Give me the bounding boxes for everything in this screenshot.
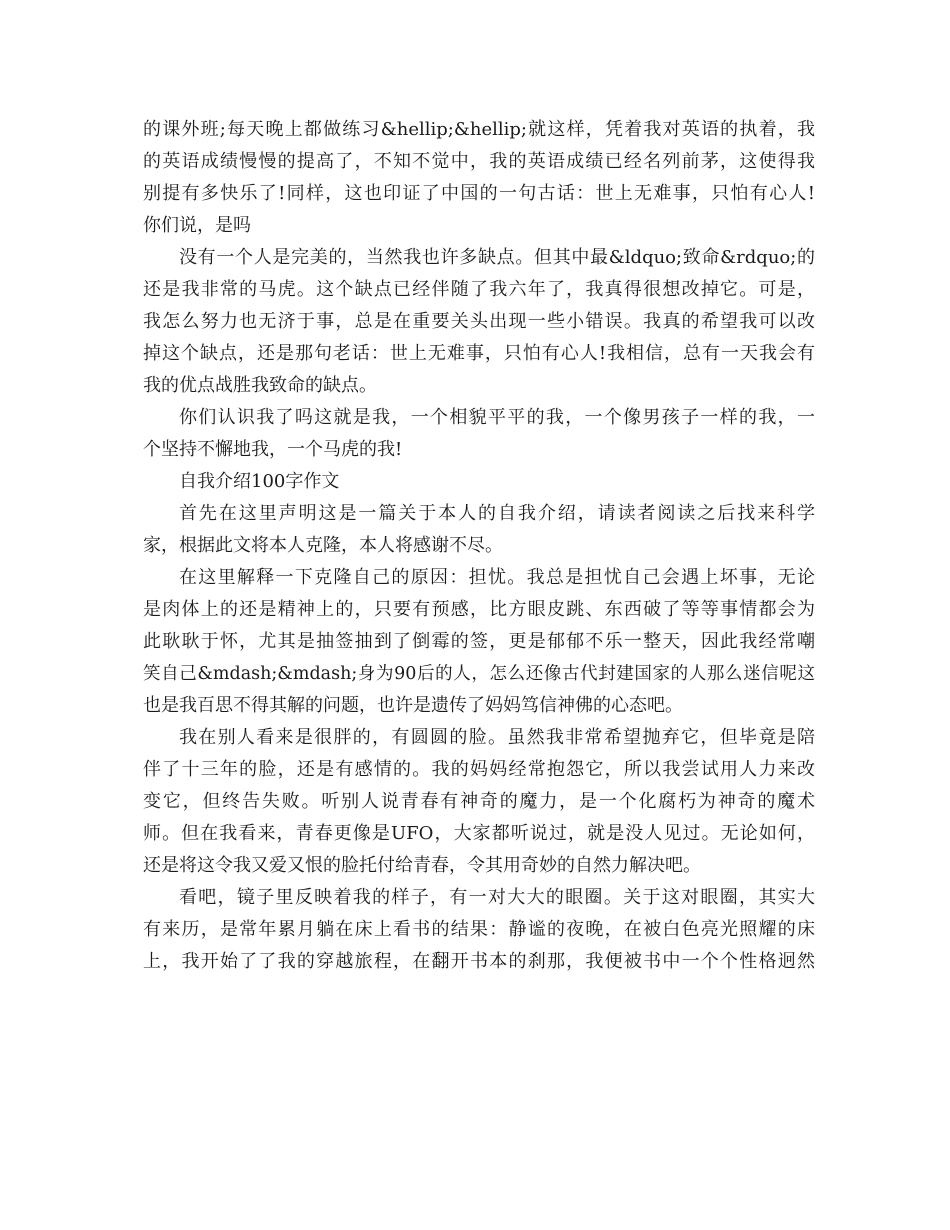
document-body <box>143 114 815 978</box>
text-line: 你们说，是吗 <box>143 215 251 236</box>
paragraph <box>143 882 815 978</box>
text-line: 个坚持不懈地我，一个马虎的我! <box>143 439 403 460</box>
text-line: 笑自己&mdash;&mdash;身为90后的人，怎么还像古代封建国家的人那么迷信呢这 <box>143 664 815 684</box>
text-line: 自我介绍100字作文 <box>179 471 340 492</box>
text-line: 我在别人看来是很胖的，有圆圆的脸。虽然我非常希望抛弃它，但毕竟是陪 <box>179 727 815 748</box>
paragraph <box>143 466 815 498</box>
text-line: 家，根据此文将本人克隆，本人将感谢不尽。 <box>143 535 503 556</box>
text-line: 别提有多快乐了!同样，这也印证了中国的一句古话：世上无难事，只怕有心人! <box>143 183 815 204</box>
text-line: 伴了十三年的脸，还是有感情的。我的妈妈经常抱怨它，所以我尝试用人力来改 <box>143 759 815 780</box>
text-line: 上，我开始了了我的穿越旅程，在翻开书本的刹那，我便被书中一个个性格迥然 <box>143 951 815 972</box>
text-line: 我的优点战胜我致命的缺点。 <box>143 375 377 396</box>
paragraph <box>143 114 815 242</box>
text-line: 师。但在我看来，青春更像是UFO，大家都听说过，就是没人见过。无论如何， <box>143 823 815 844</box>
text-line: 此耿耿于怀，尤其是抽签抽到了倒霉的签，更是郁郁不乐一整天，因此我经常嘲 <box>143 631 815 652</box>
text-line: 变它，但终告失败。听别人说青春有神奇的魔力，是一个化腐朽为神奇的魔术 <box>143 791 815 812</box>
paragraph <box>143 402 815 466</box>
paragraph <box>143 242 815 402</box>
text-line: 你们认识我了吗这就是我，一个相貌平平的我，一个像男孩子一样的我，一 <box>179 407 815 428</box>
text-line: 看吧，镜子里反映着我的样子，有一对大大的眼圈。关于这对眼圈，其实大 <box>179 887 815 908</box>
text-line: 我怎么努力也无济于事，总是在重要关头出现一些小错误。我真的希望我可以改 <box>143 311 815 332</box>
text-line: 掉这个缺点，还是那句老话：世上无难事，只怕有心人!我相信，总有一天我会有 <box>143 343 815 364</box>
text-line: 首先在这里声明这是一篇关于本人的自我介绍，请读者阅读之后找来科学 <box>179 503 815 524</box>
text-line: 还是将这令我又爱又恨的脸托付给青春，令其用奇妙的自然力解决吧。 <box>143 855 701 876</box>
text-line: 是肉体上的还是精神上的，只要有预感，比方眼皮跳、东西破了等等事情都会为 <box>143 599 815 620</box>
text-line: 在这里解释一下克隆自己的原因：担忧。我总是担忧自己会遇上坏事，无论 <box>179 567 815 588</box>
text-line: 也是我百思不得其解的问题，也许是遗传了妈妈笃信神佛的心态吧。 <box>143 695 683 716</box>
text-line: 有来历，是常年累月躺在床上看书的结果：静谧的夜晚，在被白色亮光照耀的床 <box>143 919 815 940</box>
text-line: 没有一个人是完美的，当然我也许多缺点。但其中最&ldquo;致命&rdquo;的 <box>179 247 815 268</box>
paragraph <box>143 562 815 722</box>
paragraph <box>143 498 815 562</box>
paragraph <box>143 722 815 882</box>
text-line: 的英语成绩慢慢的提高了，不知不觉中，我的英语成绩已经名列前茅，这使得我 <box>143 151 815 172</box>
text-line: 的课外班;每天晚上都做练习&hellip;&hellip;就这样，凭着我对英语的执着，我 <box>143 119 815 140</box>
text-line: 还是我非常的马虎。这个缺点已经伴随了我六年了，我真得很想改掉它。可是， <box>143 279 815 300</box>
